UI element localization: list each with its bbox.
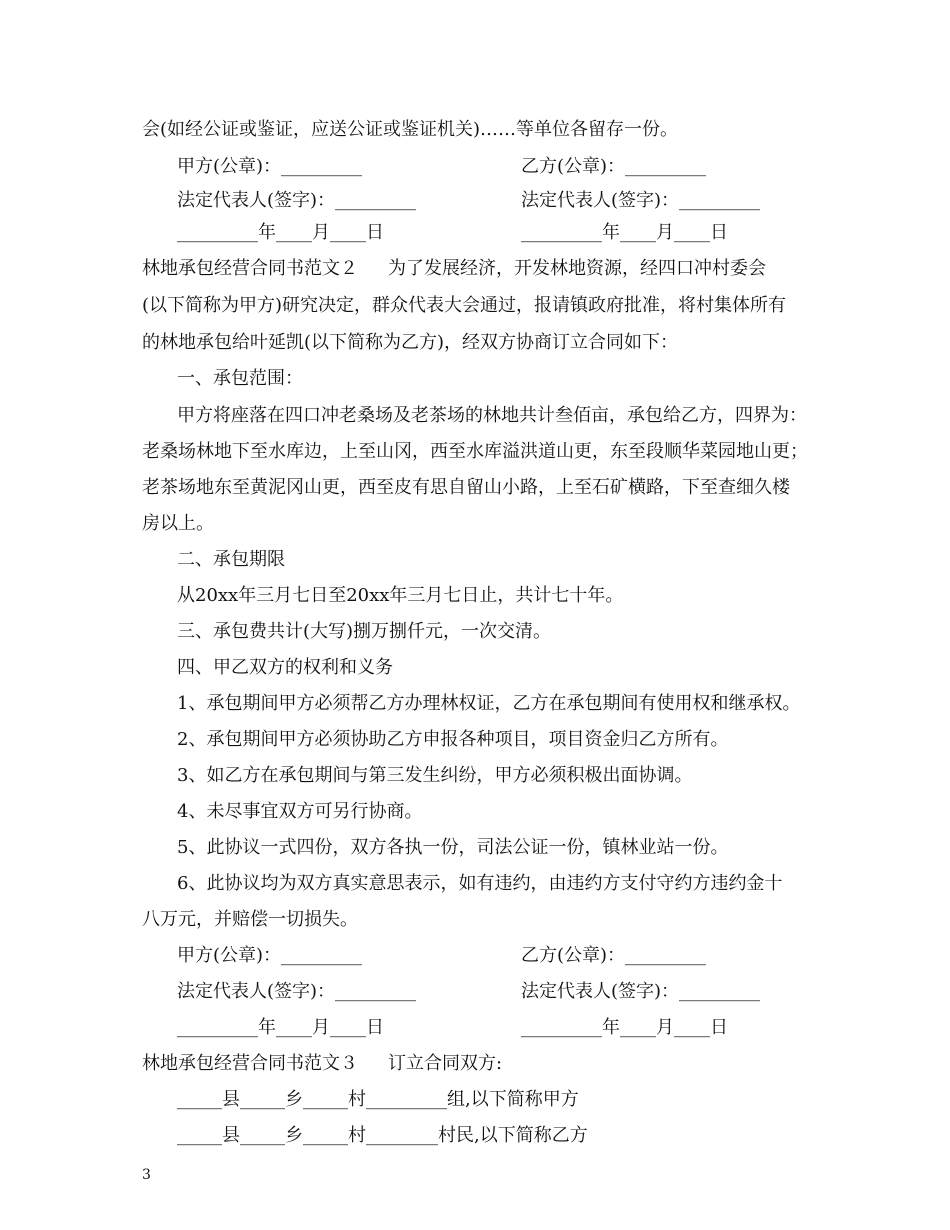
text: 四、甲乙双方的权利和义务 bbox=[177, 657, 393, 678]
clause-heading bbox=[0, 547, 950, 573]
paragraph-line bbox=[0, 293, 950, 319]
clause-heading bbox=[0, 619, 950, 645]
sample-title: 林地承包经营合同书范文２ bbox=[142, 258, 358, 279]
text: 一、承包范围： bbox=[177, 368, 303, 389]
party-b-representative: 法定代表人(签字)：_________ bbox=[521, 981, 761, 1002]
text: 三、承包费共计(大写)捌万捌仟元，一次交清。 bbox=[177, 621, 552, 642]
paragraph-line bbox=[0, 330, 950, 356]
sample-title: 林地承包经营合同书范文３ bbox=[142, 1053, 358, 1074]
list-item bbox=[0, 835, 950, 861]
section-heading bbox=[0, 1051, 950, 1077]
text: 1、承包期间甲方必须帮乙方办理林权证，乙方在承包期间有使用权和继承权。 bbox=[177, 693, 801, 714]
clause-heading bbox=[0, 366, 950, 392]
text: _____县_____乡_____村________村民,以下简称乙方 bbox=[177, 1125, 588, 1146]
party-a-representative: 法定代表人(签字)：_________ bbox=[177, 981, 417, 1002]
text: 二、承包期限 bbox=[177, 549, 285, 570]
text: 房以上。 bbox=[142, 513, 214, 534]
text: 3、如乙方在承包期间与第三发生纠纷，甲方必须积极出面协调。 bbox=[177, 765, 693, 786]
signature-row-seal bbox=[0, 154, 950, 180]
paragraph-line bbox=[0, 511, 950, 537]
text: 老桑场林地下至水库边，上至山冈，西至水库溢洪道山更，东至段顺华菜园地山更； bbox=[142, 441, 808, 462]
page-number: 3 bbox=[142, 1167, 151, 1183]
paragraph-line bbox=[0, 439, 950, 465]
text: 会(如经公证或鉴证，应送公证或鉴证机关)……等单位各留存一份。 bbox=[142, 119, 679, 140]
signature-row-representative bbox=[0, 979, 950, 1005]
party-a-seal: 甲方(公章)：_________ bbox=[177, 945, 363, 966]
party-a-representative: 法定代表人(签字)：_________ bbox=[177, 190, 417, 211]
text: 八万元，并赔偿一切损失。 bbox=[142, 909, 358, 930]
text: _____县_____乡_____村_________组,以下简称甲方 bbox=[177, 1089, 579, 1110]
intro-text: 订立合同双方: bbox=[388, 1053, 503, 1074]
party-a-date: _________年____月____日 bbox=[177, 222, 384, 243]
party-a-date: _________年____月____日 bbox=[177, 1017, 384, 1038]
paragraph-line bbox=[0, 583, 950, 609]
list-item bbox=[0, 763, 950, 789]
paragraph-line bbox=[0, 403, 950, 429]
party-b-date: _________年____月____日 bbox=[521, 1017, 728, 1038]
text: 2、承包期间甲方必须协助乙方申报各种项目，项目资金归乙方所有。 bbox=[177, 729, 729, 750]
list-item bbox=[0, 691, 950, 717]
text: 老茶场地东至黄泥冈山更，西至皮有思自留山小路，上至石矿横路，下至查细久楼 bbox=[142, 477, 790, 498]
signature-row-date bbox=[0, 220, 950, 246]
signature-row-representative bbox=[0, 188, 950, 214]
list-item bbox=[0, 799, 950, 825]
text: 从20xx年三月七日至20xx年三月七日止，共计七十年。 bbox=[177, 585, 624, 606]
party-line bbox=[0, 1087, 950, 1113]
party-b-representative: 法定代表人(签字)：_________ bbox=[521, 190, 761, 211]
paragraph-line bbox=[0, 117, 950, 143]
section-heading bbox=[0, 256, 950, 282]
party-b-date: _________年____月____日 bbox=[521, 222, 728, 243]
list-item bbox=[0, 871, 950, 897]
party-b-seal: 乙方(公章)：_________ bbox=[521, 156, 707, 177]
paragraph-line bbox=[0, 907, 950, 933]
intro-text: 为了发展经济，开发林地资源，经四口冲村委会 bbox=[388, 258, 766, 279]
party-b-seal: 乙方(公章)：_________ bbox=[521, 945, 707, 966]
text: 6、此协议均为双方真实意思表示，如有违约，由违约方支付守约方违约金十 bbox=[177, 873, 783, 894]
text: (以下简称为甲方)研究决定，群众代表大会通过，报请镇政府批准，将村集体所有 bbox=[142, 295, 787, 316]
signature-row-date bbox=[0, 1015, 950, 1041]
text: 的林地承包给叶延凯(以下简称为乙方)，经双方协商订立合同如下： bbox=[142, 332, 679, 353]
text: 4、未尽事宜双方可另行协商。 bbox=[177, 801, 423, 822]
text: 甲方将座落在四口冲老桑场及老茶场的林地共计叁佰亩，承包给乙方，四界为： bbox=[177, 405, 807, 426]
party-a-seal: 甲方(公章)：_________ bbox=[177, 156, 363, 177]
signature-row-seal bbox=[0, 943, 950, 969]
paragraph-line bbox=[0, 475, 950, 501]
party-line bbox=[0, 1123, 950, 1149]
text: 5、此协议一式四份，双方各执一份，司法公证一份，镇林业站一份。 bbox=[177, 837, 729, 858]
clause-heading bbox=[0, 655, 950, 681]
list-item bbox=[0, 727, 950, 753]
